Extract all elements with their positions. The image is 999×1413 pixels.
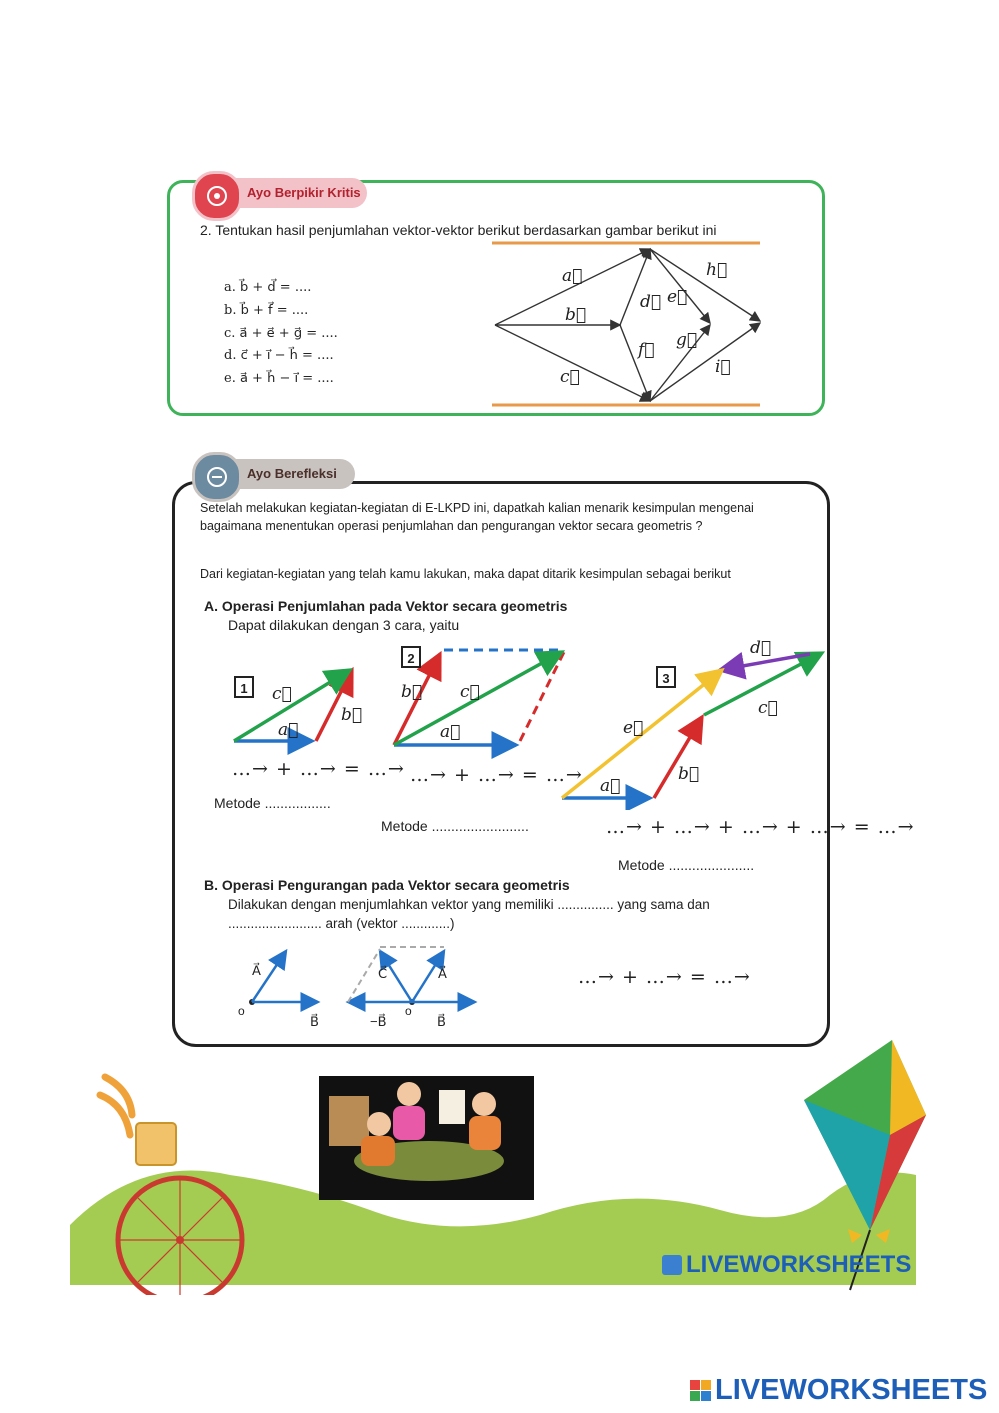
vector-diagram (480, 235, 780, 415)
method-3-equation[interactable]: …→ + …→ + …→ + …→ = …→ (606, 816, 915, 838)
label-a: a⃗ (562, 266, 583, 286)
m1-label-a: a⃗ (278, 720, 299, 740)
option-a: a. b⃗ + d⃗ = .... (224, 280, 312, 295)
m3-label-a: a⃗ (600, 776, 621, 796)
reflection-icon (192, 452, 242, 502)
option-c: c. a⃗ + e⃗ + g⃗ = .... (224, 326, 338, 341)
label-f: f⃗ (638, 340, 655, 360)
label-e: e⃗ (667, 287, 688, 307)
option-b: b. b⃗ + f⃗ = .... (224, 303, 309, 318)
label-b: b⃗ (565, 305, 587, 325)
method-2-number: 2 (401, 646, 421, 668)
method-2-equation[interactable]: …→ + …→ = …→ (410, 764, 583, 786)
label-g: g⃗ (676, 330, 698, 350)
sub-label-negB: −B⃗ (370, 1014, 387, 1029)
part-a-subtitle: Dapat dilakukan dengan 3 cara, yaitu (228, 617, 460, 633)
brand-logo-inner (662, 1252, 911, 1278)
method-1-equation[interactable]: …→ + …→ = …→ (232, 758, 405, 780)
method-1-number: 1 (234, 676, 254, 698)
label-h: h⃗ (706, 260, 728, 280)
brain-icon (192, 171, 242, 221)
m3-label-d: d⃗ (750, 638, 772, 658)
m2-label-c: c⃗ (460, 682, 480, 702)
sub-label-B: B⃗ (310, 1014, 319, 1029)
m2-label-b: b⃗ (401, 682, 423, 702)
label-i: i⃗ (715, 357, 731, 377)
logo-icon (690, 1380, 711, 1401)
sub-label-C: C⃗ (378, 966, 388, 981)
sub-label-o2: o (405, 1004, 412, 1018)
label-c: c⃗ (560, 367, 580, 387)
intro-text: Setelah melakukan kegiatan-kegiatan di E-LKPD ini, dapatkah kalian menarik kesimpulan mengenai bagaimana menentukan operasi penjumlahan dan pengurangan vektor secara geometris ? (200, 501, 754, 533)
sub-label-A2: A⃗ (438, 966, 447, 981)
m3-label-b: b⃗ (678, 764, 700, 784)
m1-label-c: c⃗ (272, 684, 292, 704)
reflection-label: Ayo Berefleksi (195, 459, 355, 489)
label-d: d⃗ (640, 292, 662, 312)
metode-1-field[interactable]: Metode ................. (214, 795, 331, 811)
part-b-line1[interactable]: Dilakukan dengan menjumlahkan vektor yang memiliki ............... yang sama dan (228, 897, 710, 912)
part-b-title: B. Operasi Pengurangan pada Vektor secara geometris (204, 877, 570, 893)
footer-brand-text: LIVEWORKSHEETS (715, 1373, 988, 1406)
m3-label-c: c⃗ (758, 698, 778, 718)
conclusion-text: Dari kegiatan-kegiatan yang telah kamu lakukan, maka dapat ditarik kesimpulan sebagai berikut (200, 567, 731, 581)
m1-label-b: b⃗ (341, 705, 363, 725)
subtraction-diagram (230, 935, 490, 1015)
brand-text-inner: LIVEWORKSHEETS (686, 1251, 912, 1278)
subtraction-equation[interactable]: …→ + …→ = …→ (578, 966, 751, 988)
m2-label-a: a⃗ (440, 722, 461, 742)
critical-thinking-label: Ayo Berpikir Kritis (195, 178, 367, 208)
sub-label-o1: o (238, 1004, 245, 1018)
part-b-line2[interactable]: ......................... arah (vektor .............) (228, 916, 455, 931)
children-drawing-image (319, 1076, 534, 1200)
option-e: e. a⃗ + h⃗ − i⃗ = .... (224, 371, 334, 386)
method-3-number: 3 (656, 666, 676, 688)
m3-label-e: e⃗ (623, 718, 644, 738)
option-d: d. c⃗ + i⃗ − h⃗ = .... (224, 348, 334, 363)
footer-logo[interactable] (690, 1372, 990, 1408)
metode-2-field[interactable]: Metode ......................... (381, 818, 529, 834)
part-a-title: A. Operasi Penjumlahan pada Vektor secara geometris (204, 598, 568, 614)
sub-label-A: A⃗ (252, 963, 261, 978)
sub-label-B2: B⃗ (437, 1014, 446, 1029)
metode-3-field[interactable]: Metode ...................... (618, 857, 755, 873)
question-text: 2. Tentukan hasil penjumlahan vektor-vektor berikut berdasarkan gambar berikut ini (200, 222, 717, 238)
